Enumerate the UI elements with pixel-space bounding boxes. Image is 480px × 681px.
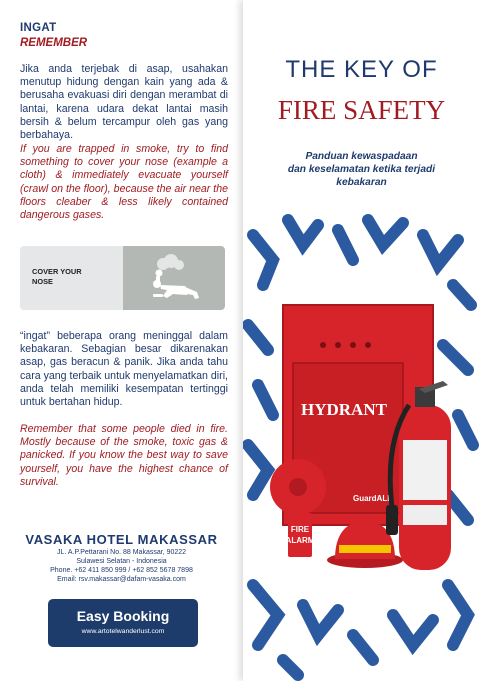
crawling-person-illustration — [123, 246, 225, 310]
right-panel — [243, 0, 480, 681]
subtitle-line1: Panduan kewaspadaan — [305, 151, 418, 162]
alarm-line1: FIRE — [290, 525, 310, 534]
subtitle-line3: kebakaran — [336, 177, 387, 188]
subtitle — [243, 150, 480, 189]
warning-english: Remember that some people died in fire. Mostly because of the smoke, toxic gas & panicked. If you know the best way to save yourself, you have the highest chance of survival. — [20, 423, 228, 488]
cover-your-nose-label: COVER YOUR NOSE — [32, 267, 82, 286]
easy-booking-label: Easy Booking — [76, 608, 170, 624]
fire-safety-illustration — [243, 205, 480, 681]
ingat-heading: INGAT — [20, 22, 57, 34]
remember-heading: REMEMBER — [20, 37, 88, 49]
hotel-address-line1: JL. A.P.Pettarani No. 88 Makassar, 90222 — [56, 549, 187, 556]
subtitle-line2: dan keselamatan ketika terjadi — [287, 164, 436, 175]
hotel-address-line2: Sulawesi Selatan - Indonesia — [76, 558, 167, 565]
booking-url[interactable]: www.artotelwanderlust.com — [81, 628, 165, 635]
brand-label: GuardALL — [353, 494, 393, 503]
hotel-email: Email: rsv.makassar@dafam-vasaka.com — [57, 576, 186, 583]
warning-indonesian: “ingat” beberapa orang meninggal dalam kebakaran. Sebagian besar dikarenakan asap, gas beracun & panik. Jika anda tahu cara yang terbaik untuk menyelamatkan diri, anda telah memiliki kesempatan tertinggi untuk bertahan hidup. — [20, 330, 228, 409]
cover-your-nose-card — [20, 246, 225, 310]
hydrant-label: HYDRANT — [301, 400, 387, 419]
easy-booking-button[interactable] — [48, 599, 198, 647]
smoke-advice-indonesian: Jika anda terjebak di asap, usahakan menutup hidung dengan kain yang ada & berusaha evakuasi diri dengan merambat di lantai, karena udara dekat lantai masih bersih & belum tercampur oleh gas yang berbahaya. — [20, 63, 228, 142]
hotel-name: VASAKA HOTEL MAKASSAR — [25, 532, 218, 547]
alarm-line2: ALARM — [285, 536, 315, 545]
smoke-advice-english: If you are trapped in smoke, try to find something to cover your nose (example a cloth) & immediately evacuate yourself (crawl on the floor), because the air near the floors cleaber & less likely contained dangerous gases. — [20, 143, 228, 222]
title-line1: THE KEY OF — [285, 56, 438, 83]
hotel-phone: Phone. +62 411 850 999 / +62 852 5678 7898 — [50, 567, 193, 574]
title-line2: FIRE SAFETY — [277, 95, 446, 125]
